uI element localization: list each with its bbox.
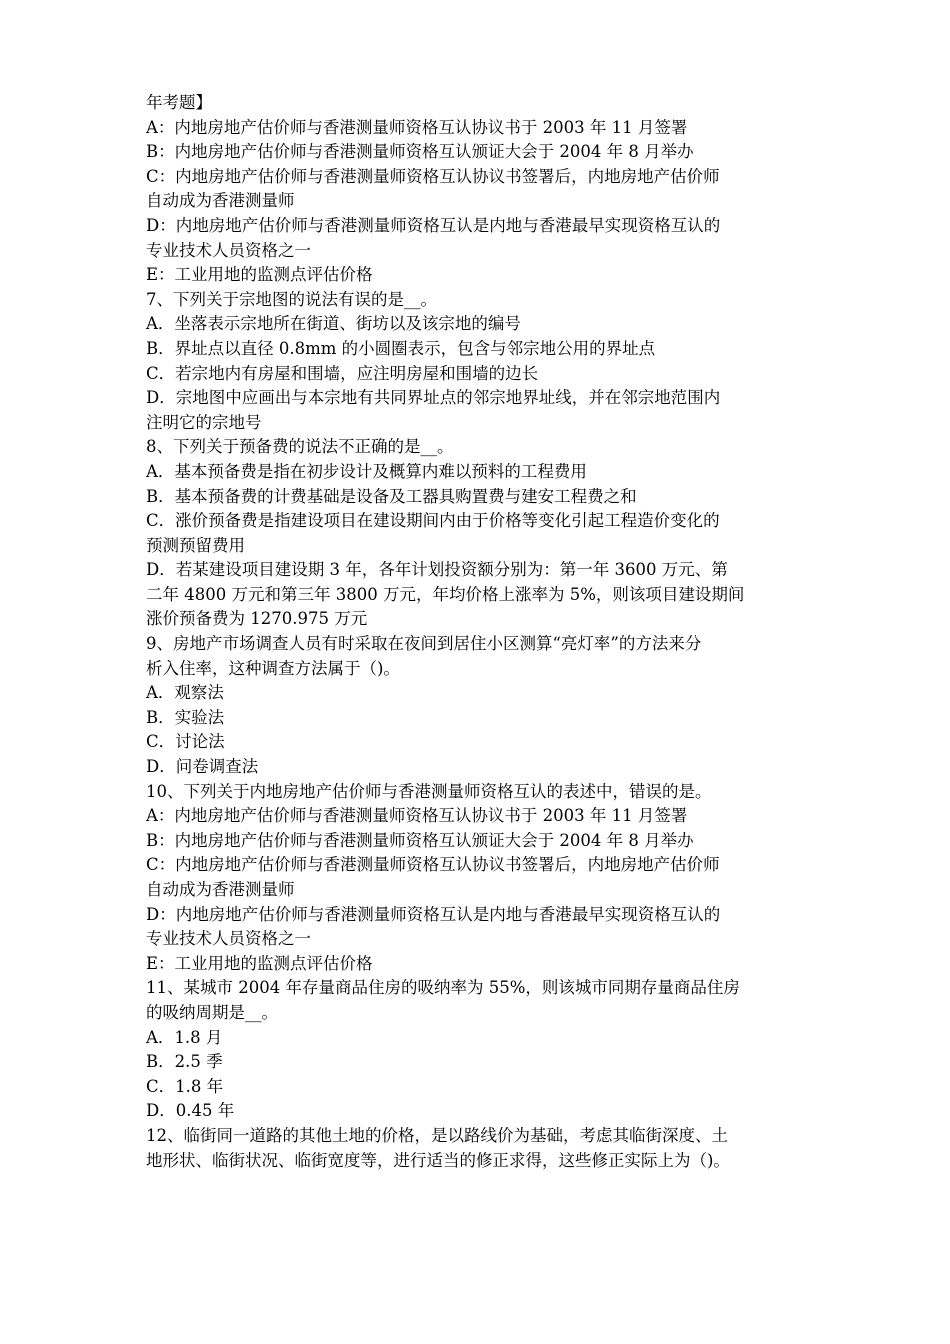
text-line: 年考题】 [146,93,212,112]
text-line: 地形状、临街状况、临街宽度等，进行适当的修正求得，这些修正实际上为（)。 [146,1150,730,1170]
text-line: D．问卷调查法 [146,757,259,777]
text-line: B：内地房地产估价师与香港测量师资格互认颁证大会于 2004 年 8 月举办 [146,142,694,162]
text-line: 8、下列关于预备费的说法不正确的是__。 [146,437,454,457]
text-line: A：内地房地产估价师与香港测量师资格互认协议书于 2003 年 11 月签署 [146,806,688,826]
text-line: 专业技术人员资格之一 [146,929,311,949]
text-line: 11、某城市 2004 年存量商品住房的吸纳率为 55%，则该城市同期存量商品住房 [146,978,740,998]
document-page [146,91,810,1173]
text-line: D．0.45 年 [146,1101,235,1121]
text-line: A．1.8 月 [146,1027,223,1047]
text-line: 12、临街同一道路的其他土地的价格，是以路线价为基础，考虑其临街深度、土 [146,1125,728,1145]
text-line: 二年 4800 万元和第三年 3800 万元，年均价格上涨率为 5%，则该项目建设期间 [146,584,745,604]
text-line: E：工业用地的监测点评估价格 [146,265,373,285]
text-line: A．观察法 [146,683,224,703]
text-line: C．若宗地内有房屋和围墙，应注明房屋和围墙的边长 [146,363,539,383]
text-line: 10、下列关于内地房地产估价师与香港测量师资格互认的表述中，错误的是。 [146,781,712,801]
text-line: C：内地房地产估价师与香港测量师资格互认协议书签署后，内地房地产估价师 [146,855,720,875]
text-line: 自动成为香港测量师 [146,191,295,211]
text-line: 9、房地产市场调查人员有时采取在夜间到居住小区测算“亮灯率”的方法来分 [146,634,702,654]
text-line: B：内地房地产估价师与香港测量师资格互认颁证大会于 2004 年 8 月举办 [146,830,694,850]
text-line: 7、下列关于宗地图的说法有误的是__。 [146,289,437,309]
text-line: B．实验法 [146,707,225,727]
text-line: D．若某建设项目建设期 3 年，各年计划投资额分别为：第一年 3600 万元、第 [146,560,728,580]
text-line: D．宗地图中应画出与本宗地有共同界址点的邻宗地界址线，并在邻宗地范围内 [146,388,721,408]
text-line: 析入住率，这种调查方法属于（)。 [146,658,400,678]
text-line: 专业技术人员资格之一 [146,240,311,260]
text-line: C．1.8 年 [146,1076,224,1096]
text-line: D：内地房地产估价师与香港测量师资格互认是内地与香港最早实现资格互认的 [146,215,721,235]
text-line: 预测预留费用 [146,535,245,555]
text-line: B．基本预备费的计费基础是设备及工器具购置费与建安工程费之和 [146,486,637,506]
text-line: C．涨价预备费是指建设项目在建设期间内由于价格等变化引起工程造价变化的 [146,511,720,531]
text-line: C．讨论法 [146,732,225,752]
text-line: A．坐落表示宗地所在街道、街坊以及该宗地的编号 [146,314,521,334]
text-line: 自动成为香港测量师 [146,880,295,899]
text-line: A：内地房地产估价师与香港测量师资格互认协议书于 2003 年 11 月签署 [146,117,688,137]
text-line: B．界址点以直径 0.8mm 的小圆圈表示，包含与邻宗地公用的界址点 [146,338,656,358]
text-line: B．2.5 季 [146,1052,223,1072]
text-line: 注明它的宗地号 [146,412,262,432]
text-line: E：工业用地的监测点评估价格 [146,953,373,973]
text-line: 涨价预备费为 1270.975 万元 [146,609,368,629]
text-line: A．基本预备费是指在初步设计及概算内难以预料的工程费用 [146,461,587,481]
text-line: D：内地房地产估价师与香港测量师资格互认是内地与香港最早实现资格互认的 [146,904,721,924]
text-line: C：内地房地产估价师与香港测量师资格互认协议书签署后，内地房地产估价师 [146,166,720,186]
text-line: 的吸纳周期是__。 [146,1002,278,1022]
